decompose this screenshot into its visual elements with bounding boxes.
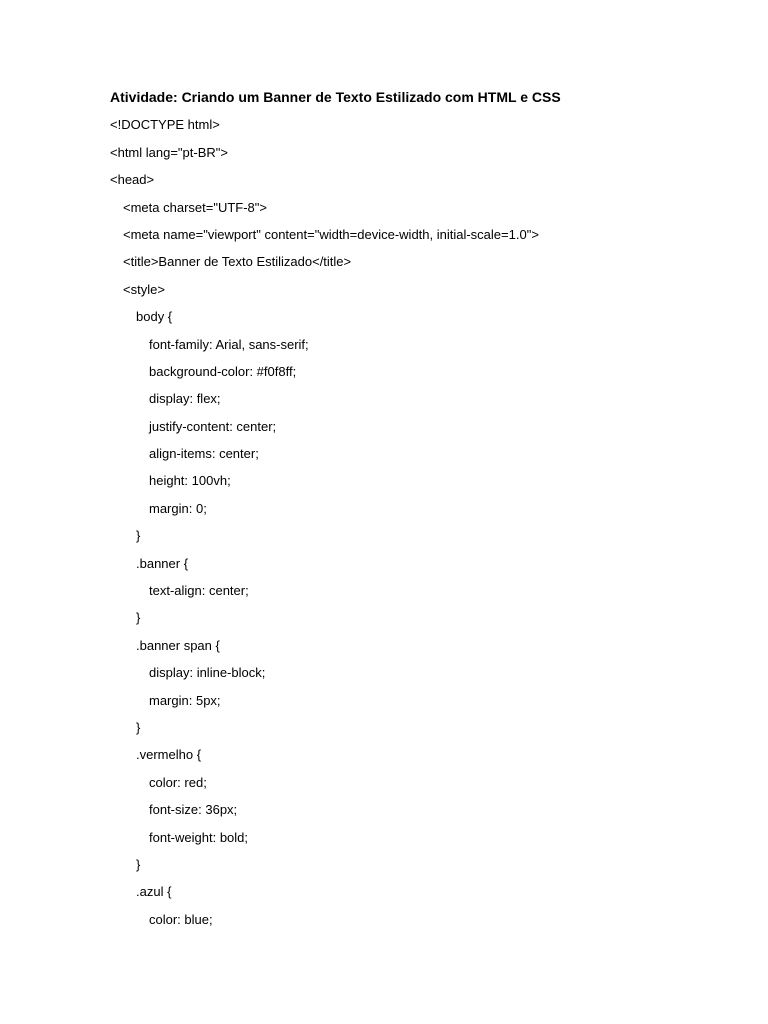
document-body [110,84,730,933]
code-line: } [136,610,141,626]
code-line: .banner { [136,555,189,571]
code-line: justify-content: center; [149,418,277,434]
code-line: color: red; [149,774,207,790]
code-line: align-items: center; [149,446,259,462]
code-line: } [136,719,141,735]
code-line: <meta charset="UTF-8"> [123,199,267,215]
code-line: margin: 5px; [149,692,221,708]
code-line: <html lang="pt-BR"> [110,144,228,160]
code-line: height: 100vh; [149,473,231,489]
code-line: <title>Banner de Texto Estilizado</title> [123,254,352,270]
code-line: margin: 0; [149,500,207,516]
code-line: <style> [123,281,165,297]
code-line: body { [136,309,173,325]
code-line: color: blue; [149,911,213,927]
code-line: <!DOCTYPE html> [110,117,220,133]
code-line: <head> [110,172,155,188]
code-line: display: flex; [149,391,221,407]
code-line: font-weight: bold; [149,829,249,845]
code-line: .azul { [136,884,172,900]
code-line: font-family: Arial, sans-serif; [149,336,309,352]
code-line: <meta name="viewport" content="width=device-width, initial-scale=1.0"> [123,226,539,242]
code-line: font-size: 36px; [149,802,238,818]
code-line: background-color: #f0f8ff; [149,363,297,379]
code-line: } [136,528,141,544]
code-line: .vermelho { [136,747,202,763]
code-listing [110,111,730,933]
code-line: text-align: center; [149,583,249,599]
document-title: Atividade: Criando um Banner de Texto Estilizado com HTML e CSS [110,89,561,105]
code-line: display: inline-block; [149,665,266,681]
code-line: .banner span { [136,637,220,653]
code-line: } [136,856,141,872]
